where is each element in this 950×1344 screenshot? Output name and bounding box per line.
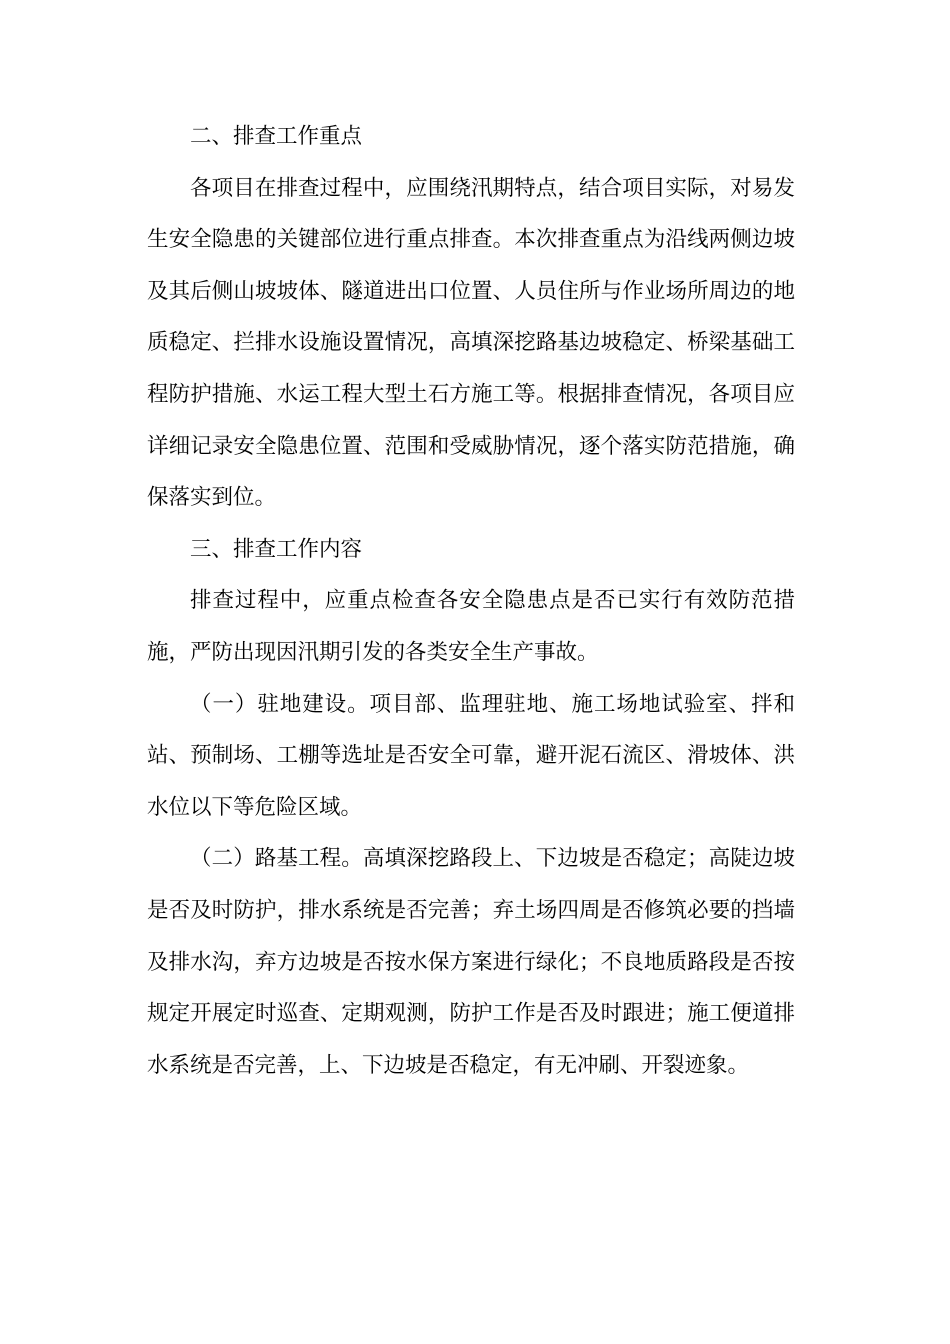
document-body (147, 111, 795, 1091)
section-heading-contents: 三、排查工作内容 (190, 536, 363, 562)
paragraph-item-site-construction: （一）驻地建设。项目部、监理驻地、施工场地试验室、拌和站、预制场、工棚等选址是否安全可靠，避开泥石流区、滑坡体、洪水位以下等危险区域。 (147, 691, 795, 820)
section-heading-key-points: 二、排查工作重点 (190, 124, 363, 149)
paragraph-item-subgrade-works: （二）路基工程。高填深挖路段上、下边坡是否稳定；高陡边坡是否及时防护，排水系统是否完善；弃土场四周是否修筑必要的挡墙及排水沟，弃方边坡是否按水保方案进行绿化；不良地质路段是否按规定开展定时巡查、定期观测，防护工作是否及时跟进；施工便道排水系统是否完善，上、下边坡是否稳定，有无冲刷、开裂迹象。 (147, 846, 795, 1078)
paragraph-contents-intro: 排查过程中，应重点检查各安全隐患点是否已实行有效防范措施，严防出现因汛期引发的各类安全生产事故。 (147, 588, 795, 665)
paragraph-key-points: 各项目在排查过程中，应围绕汛期特点，结合项目实际，对易发生安全隐患的关键部位进行重点排查。本次排查重点为沿线两侧边坡及其后侧山坡坡体、隧道进出口位置、人员住所与作业场所周边的地质稳定、拦排水设施设置情况，高填深挖路基边坡稳定、桥梁基础工程防护措施、水运工程大型土石方施工等。根据排查情况，各项目应详细记录安全隐患位置、范围和受威胁情况，逐个落实防范措施，确保落实到位。 (147, 175, 795, 511)
